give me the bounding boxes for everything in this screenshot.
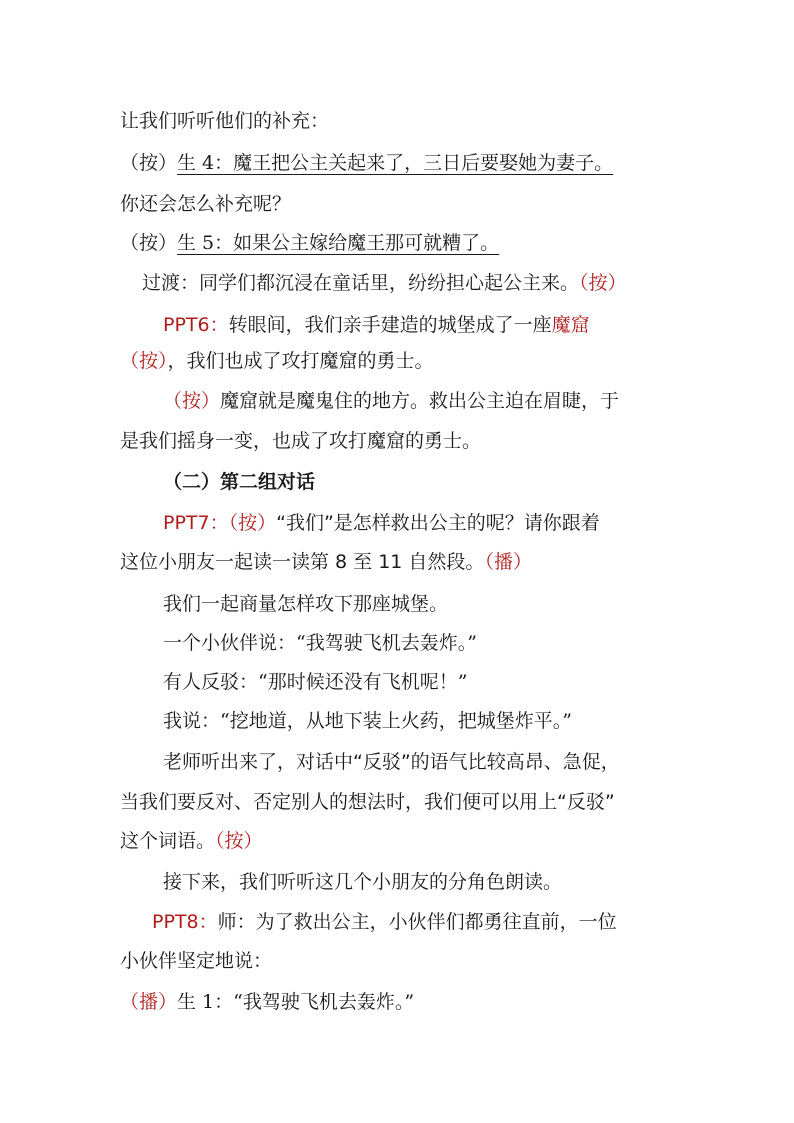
cue-label: （播）	[120, 991, 178, 1013]
story-line	[163, 708, 572, 734]
paragraph-line	[120, 108, 329, 134]
paragraph-line	[120, 549, 532, 575]
line-text: 这位小朋友一起读一读第 8 至 11 自然段。	[120, 551, 485, 573]
cue-label: （播）	[484, 551, 532, 573]
section-heading	[163, 469, 315, 495]
line-text: 魔窟就是魔鬼住的地方。救出公主迫在眉睫，于	[220, 390, 620, 412]
story-line	[163, 591, 448, 617]
line-text: 接下来，我们听听这几个小朋友的分角色朗读。	[163, 871, 563, 893]
line-text: 当我们要反对、否定别人的想法时，我们便可以用上“反驳”	[120, 791, 615, 813]
paragraph-line	[120, 789, 615, 815]
paragraph-line	[163, 869, 562, 895]
story-text: 有人反驳：“那时候还没有飞机呢！”	[163, 671, 468, 693]
line-text: 转眼间，我们亲手建造的城堡成了一座	[228, 314, 552, 336]
cue-label: （按）	[579, 272, 627, 294]
paragraph-line	[152, 909, 617, 935]
line-text: 让我们听听他们的补充：	[120, 110, 330, 132]
student-answer: 生 5：如果公主嫁给魔王那可就糟了。	[177, 232, 500, 254]
paragraph-line	[120, 828, 263, 854]
paragraph-line	[120, 230, 499, 256]
paragraph-line	[163, 510, 600, 536]
student-answer: 生 4：魔王把公主关起来了，三日后要娶她为妻子。	[177, 152, 614, 174]
line-text: “我们”是怎样救出公主的呢？请你跟着	[276, 512, 600, 534]
story-text: 我说：“挖地道，从地下装上火药，把城堡炸平。”	[163, 710, 572, 732]
line-text: 是我们摇身一变，也成了攻打魔窟的勇士。	[120, 430, 482, 452]
section-heading-text: （二）第二组对话	[163, 471, 316, 493]
paragraph-line	[163, 388, 619, 414]
line-text: 过渡：同学们都沉浸在童话里，纷纷担心起公主来。	[142, 272, 580, 294]
cue-label: （按）	[215, 830, 263, 852]
line-text: 小伙伴坚定地说：	[120, 950, 273, 972]
line-text: 你还会怎么补充呢？	[120, 193, 292, 215]
paragraph-line	[163, 312, 590, 338]
cue-label: （按）	[120, 152, 178, 174]
student-answer: 生 1：“我驾驶飞机去轰炸。”	[177, 991, 415, 1013]
line-text: 这个词语。	[120, 830, 216, 852]
cue-label: （按）	[163, 390, 221, 412]
line-text: 师：为了救出公主，小伙伴们都勇往直前，一位	[217, 911, 617, 933]
cue-label: （按）	[120, 232, 178, 254]
line-text: ，我们也成了攻打魔窟的勇士。	[167, 350, 434, 372]
paragraph-line	[163, 749, 620, 775]
story-line	[163, 630, 477, 656]
paragraph-line	[120, 150, 613, 176]
story-line	[163, 669, 467, 695]
paragraph-line	[120, 948, 272, 974]
paragraph-line	[120, 191, 291, 217]
cue-label: （按）	[120, 350, 168, 372]
slide-label: PPT7：（按）	[163, 512, 277, 534]
story-text: 我们一起商量怎样攻下那座城堡。	[163, 593, 449, 615]
slide-label: PPT6：	[163, 314, 229, 336]
paragraph-line	[120, 348, 434, 374]
story-text: 一个小伙伴说：“我驾驶飞机去轰炸。”	[163, 632, 477, 654]
slide-label: PPT8：	[152, 911, 218, 933]
line-text: 老师听出来了，对话中“反驳”的语气比较高昂、急促，	[163, 751, 620, 773]
paragraph-line	[120, 428, 481, 454]
paragraph-line	[142, 270, 627, 296]
highlight-word: 魔窟	[551, 314, 590, 336]
paragraph-line	[120, 989, 414, 1015]
